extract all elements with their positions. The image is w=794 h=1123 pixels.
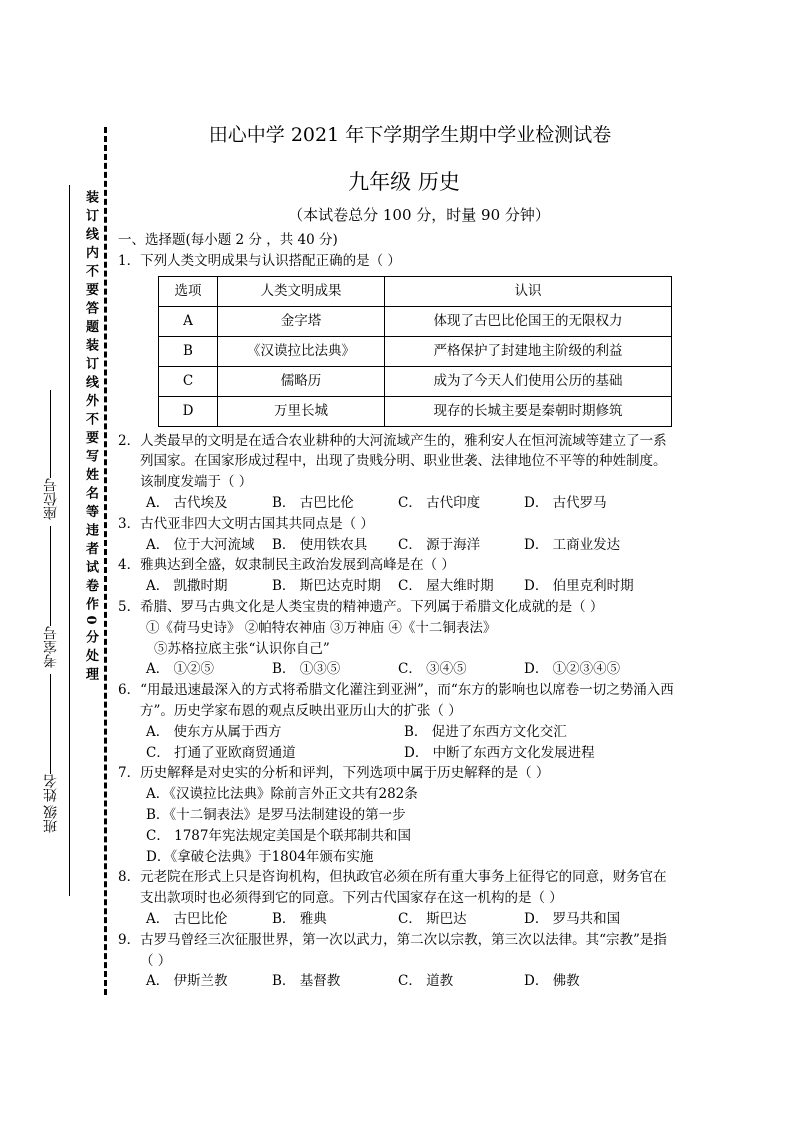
options: [118, 743, 678, 764]
option-a: A．《汉谟拉比法典》除前言外正文共有282条: [146, 786, 418, 803]
statement-items: ⑤苏格拉底主张“认识你自己”: [154, 640, 330, 657]
option-b: B． 使用铁农具: [272, 536, 368, 553]
option-c: C． 1787年宪法规定美国是个联邦制共和国: [146, 827, 411, 844]
option-d: D． 罗马共和国: [524, 910, 621, 927]
table-cell: A: [159, 306, 218, 336]
option-c: C． 斯巴达: [398, 910, 467, 927]
option-c: C． 道教: [398, 973, 454, 990]
question-text: 1．下列人类文明成果与认识搭配正确的是（ ）: [118, 252, 401, 269]
option-d: D． 工商业发达: [524, 536, 621, 553]
question-8: [118, 867, 678, 929]
option-b: B． 雅典: [272, 910, 327, 927]
option-a: A． 古代埃及: [146, 494, 228, 511]
question-text: 4．雅典达到全盛，奴隶制民主政治发展到高峰是在（ ）: [118, 557, 455, 574]
seat-number-label: 座位号: [43, 478, 59, 520]
table-cell: 体现了古巴比伦国王的无限权力: [385, 306, 672, 336]
option-a: A． 使东方从属于西方: [146, 723, 282, 740]
option-d: D．《拿破仑法典》于1804年颁布实施: [146, 848, 374, 865]
option-a: A． 凯撒时期: [146, 578, 228, 595]
table-cell: 《汉谟拉比法典》: [218, 336, 385, 366]
question-1-table: [158, 276, 672, 427]
question-6: [118, 680, 678, 763]
exam-content: [118, 230, 678, 992]
table-row: [159, 336, 672, 366]
option-b: B． 促进了东西方文化交汇: [404, 723, 567, 740]
name-field[interactable]: [43, 662, 59, 802]
options: [118, 722, 678, 743]
section-heading: 一、选择题(每小题 2 分 ，共 40 分): [118, 232, 338, 248]
option-c: C． 古代印度: [398, 494, 481, 511]
table-header: 人类文明成果: [218, 276, 385, 306]
table-cell: D: [159, 396, 218, 426]
question-5: [118, 597, 678, 680]
question-4: [118, 555, 678, 597]
options: [118, 971, 678, 992]
option-c: C． 源于海洋: [398, 536, 481, 553]
option-b: B． 基督教: [272, 973, 341, 990]
option-d: D． ①②③④⑤: [524, 661, 621, 678]
question-9: [118, 930, 678, 992]
exam-info: （本试卷总分 100 分，时量 90 分钟）: [288, 206, 550, 224]
option-b: B． 斯巴达克时期: [272, 578, 381, 595]
table-row: [159, 366, 672, 396]
option-d: D． 佛教: [524, 973, 580, 990]
name-line: [51, 674, 52, 774]
seat-number-field[interactable]: [43, 385, 59, 520]
options: [118, 535, 678, 556]
options: [118, 909, 678, 930]
question-text: 7．历史解释是对史实的分析和评判，下列选项中属于历史解释的是（ ）: [118, 765, 550, 782]
class-field[interactable]: [43, 795, 59, 833]
question-1: [118, 251, 678, 427]
option-a: A． 古巴比伦: [146, 910, 228, 927]
class-label: 班级: [43, 805, 59, 833]
exam-subtitle: 九年级 历史: [348, 170, 460, 194]
room-number-label: 考室号: [43, 626, 59, 668]
option-c: C． 屋大维时期: [398, 578, 494, 595]
option-b: B．《十二铜表法》是罗马法制建设的第一步: [146, 806, 406, 823]
option-a: A． 位于大河流域: [146, 536, 255, 553]
option-b: B． 古巴比伦: [272, 494, 354, 511]
question-text: 9．古罗马曾经三次征服世界，第一次以武力，第二次以宗教，第三次以法律。其“宗教”是指（ ）: [118, 931, 667, 969]
table-cell: B: [159, 336, 218, 366]
table-cell: 万里长城: [218, 396, 385, 426]
exam-title: 田心中学 2021 年下学期学生期中学业检测试卷: [208, 124, 612, 146]
table-cell: 成为了今天人们使用公历的基础: [385, 366, 672, 396]
room-number-line: [51, 526, 52, 626]
options: [118, 659, 678, 680]
table-header-row: [159, 276, 672, 306]
name-label: 姓名: [43, 774, 59, 802]
question-3: [118, 514, 678, 556]
question-2: [118, 431, 678, 514]
option-d: D． 中断了东西方文化发展进程: [404, 744, 595, 761]
option-b: B． ①③⑤: [272, 661, 341, 678]
table-row: [159, 306, 672, 336]
question-text: 5．希腊、罗马古典文化是人类宝贵的精神遗产。下列属于希腊文化成就的是（ ）: [118, 598, 604, 615]
question-text: 3．古代亚非四大文明古国其共同点是（ ）: [118, 515, 374, 532]
options: [118, 784, 678, 867]
room-number-field[interactable]: [43, 518, 59, 668]
table-header: 选项: [159, 276, 218, 306]
option-c: C． 打通了亚欧商贸通道: [146, 744, 296, 761]
table-header: 认识: [385, 276, 672, 306]
seat-number-line: [51, 390, 52, 478]
option-d: D． 伯里克利时期: [524, 578, 634, 595]
question-7: [118, 763, 678, 867]
question-text: 2．人类最早的文明是在适合农业耕种的大河流域产生的，雅利安人在恒河流域等建立了一系列国家。在国家形成过程中，出现了贵贱分明、职业世袭、法律地位不平等的种姓制度。该制度发端于（ ）: [118, 432, 667, 491]
table-cell: 现存的长城主要是秦朝时期修筑: [385, 396, 672, 426]
option-c: C． ③④⑤: [398, 661, 467, 678]
option-a: A． 伊斯兰教: [146, 973, 228, 990]
option-d: D． 古代罗马: [524, 494, 607, 511]
table-cell: 严格保护了封建地主阶级的利益: [385, 336, 672, 366]
options: [118, 493, 678, 514]
statement-items: ①《荷马史诗》 ②帕特农神庙 ③万神庙 ④《十二铜表法》: [146, 619, 497, 636]
table-cell: 儒略历: [218, 366, 385, 396]
option-a: A． ①②⑤: [146, 661, 215, 678]
question-text: 8．元老院在形式上只是咨询机构，但执政官必须在所有重大事务上征得它的同意，财务官在支出款项时也必须得到它的同意。下列古代国家存在这一机构的是（ ）: [118, 869, 667, 907]
table-cell: 金字塔: [218, 306, 385, 336]
table-row: [159, 396, 672, 426]
options: [118, 576, 678, 597]
question-text: 6．“用最迅速最深入的方式将希腊文化灌注到亚洲”，而“东方的影响也以席卷一切之势涌入西方”。历史学家布恩的观点反映出亚历山大的扩张（ ）: [118, 682, 674, 719]
table-cell: C: [159, 366, 218, 396]
seal-notice: 装订线内不要答题装订线外不要写姓名等违者试卷作0分处理: [83, 190, 98, 686]
